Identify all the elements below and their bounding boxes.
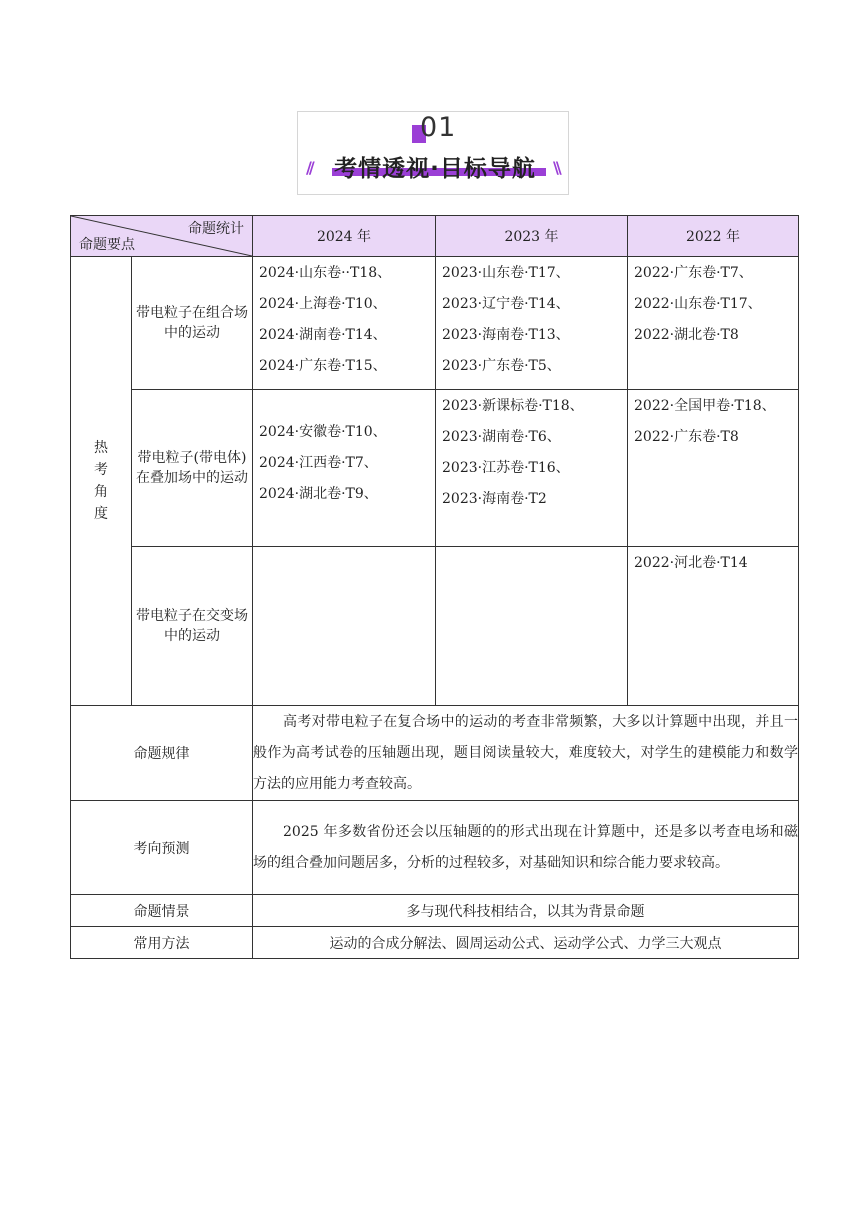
section-number: 01 — [420, 112, 457, 143]
list-item: 2024·上海卷·T10、 — [259, 296, 387, 312]
refs-2024 — [253, 390, 436, 547]
method-label: 常用方法 — [71, 927, 253, 959]
table-row — [71, 801, 799, 895]
list-item: 2022·湖北卷·T8 — [634, 327, 739, 343]
scenario-text: 多与现代科技相结合，以其为背景命题 — [253, 895, 799, 927]
list-item: 2023·新课标卷·T18、 — [442, 398, 584, 414]
list-item: 2023·广东卷·T5、 — [442, 358, 561, 374]
law-label: 命题规律 — [71, 706, 253, 801]
slash-decoration-left-icon: // — [306, 158, 312, 177]
list-item: 2024·山东卷··T18、 — [259, 265, 392, 281]
list-item: 2023·江苏卷·T16、 — [442, 460, 570, 476]
list-item: 2022·广东卷·T8 — [634, 429, 739, 445]
list-item: 2023·辽宁卷·T14、 — [442, 296, 570, 312]
table-corner-header — [71, 216, 253, 257]
forecast-label: 考向预测 — [71, 801, 253, 895]
refs-2023 — [436, 547, 628, 706]
refs-2022 — [628, 257, 799, 390]
year-header-2024: 2024 年 — [253, 216, 436, 257]
list-item: 2024·江西卷·T7、 — [259, 455, 378, 471]
list-item: 2024·广东卷·T15、 — [259, 358, 387, 374]
list-item: 2023·山东卷·T17、 — [442, 265, 570, 281]
table-row — [71, 390, 799, 547]
list-item: 2023·海南卷·T2 — [442, 491, 547, 507]
section-title: 考情透视·目标导航 — [334, 156, 536, 182]
refs-2024 — [253, 547, 436, 706]
hot-angle-label: 热 考 角 度 — [71, 257, 132, 706]
exam-analysis-table — [70, 215, 799, 959]
list-item: 2022·河北卷·T14 — [634, 555, 748, 571]
list-item: 2024·安徽卷·T10、 — [259, 424, 387, 440]
method-text: 运动的合成分解法、圆周运动公式、运动学公式、力学三大观点 — [253, 927, 799, 959]
list-item: 2024·湖南卷·T14、 — [259, 327, 387, 343]
refs-2023 — [436, 390, 628, 547]
section-badge — [297, 111, 569, 195]
refs-2022 — [628, 390, 799, 547]
refs-2022 — [628, 547, 799, 706]
table-row — [71, 547, 799, 706]
topic-alternating-field: 带电粒子在交变场中的运动 — [132, 547, 253, 706]
topic-combined-field: 带电粒子在组合场中的运动 — [132, 257, 253, 390]
slash-decoration-right-icon: \\ — [553, 158, 559, 177]
topic-superposed-field: 带电粒子(带电体)在叠加场中的运动 — [132, 390, 253, 547]
list-item: 2022·广东卷·T7、 — [634, 265, 753, 281]
corner-label-points: 命题要点 — [79, 237, 135, 253]
table-row — [71, 927, 799, 959]
corner-label-stats: 命题统计 — [188, 221, 244, 237]
year-header-2023: 2023 年 — [436, 216, 628, 257]
list-item: 2023·海南卷·T13、 — [442, 327, 570, 343]
list-item: 2022·全国甲卷·T18、 — [634, 398, 776, 414]
forecast-text: 2025 年多数省份还会以压轴题的的形式出现在计算题中，还是多以考查电场和磁场的组合叠加问题居多，分析的过程较多，对基础知识和综合能力要求较高。 — [253, 801, 799, 895]
table-row — [71, 257, 799, 390]
list-item: 2022·山东卷·T17、 — [634, 296, 762, 312]
year-header-2022: 2022 年 — [628, 216, 799, 257]
refs-2024 — [253, 257, 436, 390]
list-item: 2024·湖北卷·T9、 — [259, 486, 378, 502]
law-text: 高考对带电粒子在复合场中的运动的考查非常频繁，大多以计算题中出现，并且一般作为高考试卷的压轴题出现，题目阅读量较大，难度较大，对学生的建模能力和数学方法的应用能力考查较高。 — [253, 706, 799, 801]
table-row — [71, 895, 799, 927]
table-row — [71, 706, 799, 801]
refs-2023 — [436, 257, 628, 390]
scenario-label: 命题情景 — [71, 895, 253, 927]
list-item: 2023·湖南卷·T6、 — [442, 429, 561, 445]
